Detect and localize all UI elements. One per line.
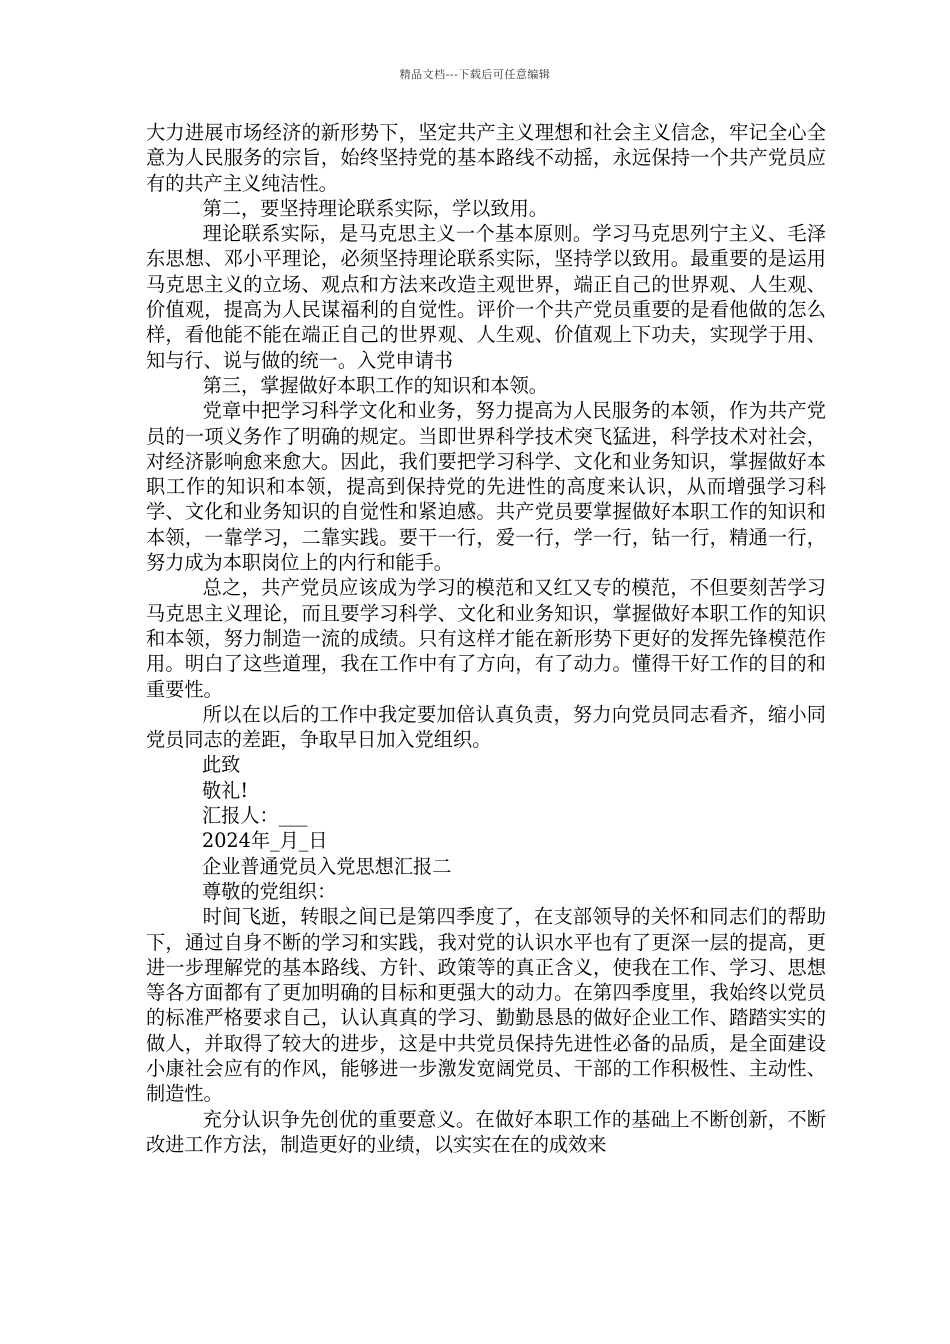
- section-heading-third: 第三，掌握做好本职工作的知识和本领。: [202, 373, 548, 397]
- closing-respect: 敬礼!: [202, 778, 249, 802]
- reporter-line: 汇报人：___: [202, 804, 308, 828]
- date-line: 2024年_月_日: [202, 829, 328, 853]
- second-report-paragraph: 充分认识争先创优的重要意义。在做好本职工作的基础上不断创新，不断改进工作方法，制造更好的业绩，以实实在在的成效来: [146, 1107, 826, 1156]
- paragraph-theory-practice: 理论联系实际，是马克思主义一个基本原则。学习马克思列宁主义、毛泽东思想、邓小平理论，必须坚持理论联系实际，坚持学以致用。最重要的是运用马克思主义的立场、观点和方法来改造主观世界，端正自己的世界观、人生观、价值观，提高为人民谋福利的自觉性。评价一个共产党员重要的是看他做的怎么样，看他能不能在端正自己的世界观、人生观、价值观上下功夫，实现学于用、知与行、说与做的统一。入党申请书: [146, 222, 826, 372]
- second-report-title: 企业普通党员入党思想汇报二: [202, 854, 452, 878]
- paragraph-summary: 总之，共产党员应该成为学习的模范和又红又专的模范，不但要刻苦学习马克思主义理论，而且要学习科学、文化和业务知识，掌握做好本职工作的知识和本领，努力制造一流的成绩。只有这样才能在新形势下更好的发挥先锋模范作用。明白了这些道理，我在工作中有了方向，有了动力。懂得干好工作的目的和重要性。: [146, 576, 826, 701]
- paragraph-continuation: 大力进展市场经济的新形势下，坚定共产主义理想和社会主义信念，牢记全心全意为人民服务的宗旨，始终坚持党的基本路线不动摇，永远保持一个共产党员应有的共产主义纯洁性。: [146, 121, 826, 195]
- paragraph-commitment: 所以在以后的工作中我定要加倍认真负责，努力向党员同志看齐，缩小同党员同志的差距，争取早日加入党组织。: [146, 702, 826, 752]
- closing-salutation: 此致: [202, 753, 241, 777]
- second-report-paragraph: 时间飞逝，转眼之间已是第四季度了，在支部领导的关怀和同志们的帮助下，通过自身不断的学习和实践，我对党的认识水平也有了更深一层的提高，更进一步理解党的基本路线、方针、政策等的真正含义，使我在工作、学习、思想等各方面都有了更加明确的目标和更强大的动力。在第四季度里，我始终以党员的标准严格要求自己，认认真真的学习、勤勤恳恳的做好企业工作、踏踏实实的做人，并取得了较大的进步，这是中共党员保持先进性必备的品质，是全面建设小康社会应有的作风，能够进一步激发宽阔党员、干部的工作积极性、主动性、制造性。: [146, 905, 826, 1106]
- second-report-greeting: 尊敬的党组织：: [202, 879, 337, 903]
- paragraph-party-constitution: 党章中把学习科学文化和业务，努力提高为人民服务的本领，作为共产党员的一项义务作了明确的规定。当即世界科学技术突飞猛进，科学技术对社会，对经济影响愈来愈大。因此，我们要把学习科学、文化和业务知识，掌握做好本职工作的知识和本领，提高到保持党的先进性的高度来认识，从而增强学习科学、文化和业务知识的自觉性和紧迫感。共产党员要掌握做好本职工作的知识和本领，一靠学习，二靠实践。要干一行，爱一行，学一行，钻一行，精通一行，努力成为本职岗位上的内行和能手。: [146, 399, 826, 575]
- document-body: [146, 120, 826, 1157]
- page-header: 精品文档---下载后可任意编辑: [399, 68, 551, 81]
- section-heading-second: 第二，要坚持理论联系实际，学以致用。: [202, 196, 548, 220]
